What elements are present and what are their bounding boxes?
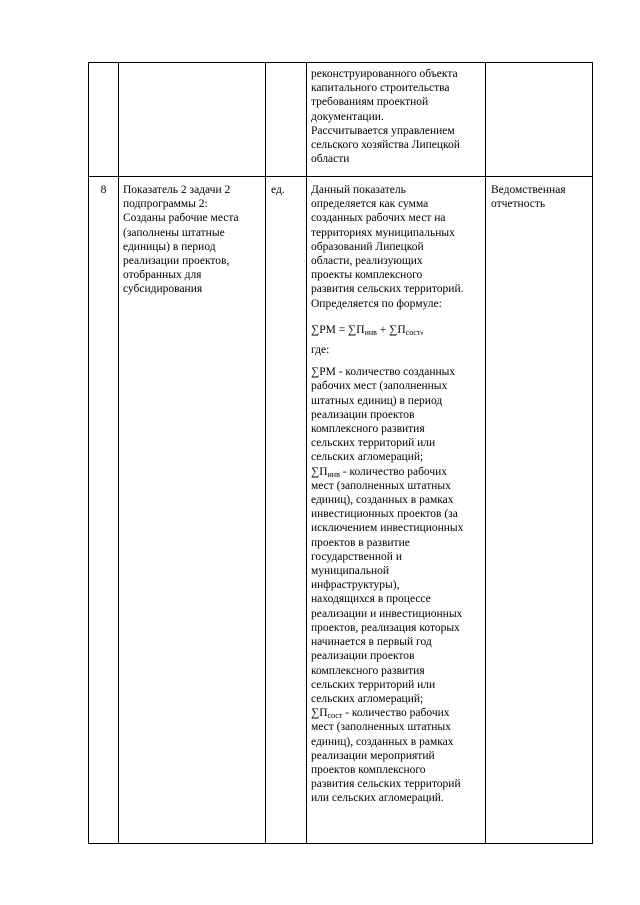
- formula-sub-inv: инв: [364, 327, 377, 337]
- col-border-left: [88, 62, 89, 844]
- formula-sub-sost: сост: [405, 327, 421, 337]
- unit-label: ед.: [271, 184, 285, 196]
- definition-p-inv: [311, 465, 487, 706]
- col-border-2: [265, 62, 266, 844]
- unit-cell: [271, 183, 305, 197]
- table-bottom-border: [88, 843, 593, 844]
- formula-end: ,: [420, 323, 424, 336]
- definition-rm: ∑РМ - количество созданных рабочих мест (заполненных штатных единиц) в период реализации проектов комплексного развития сельских территорий или сельских агломераций;: [311, 366, 456, 464]
- def-p-sost-sub: сост: [327, 711, 343, 721]
- row-number: 8: [100, 184, 107, 196]
- def-p-sost-symbol: ∑П: [311, 707, 328, 720]
- continued-description-text: реконструированного объекта капитального строительства требованиям проектной документации. Рассчитывается управлением сельского хозяйства Липецкой области: [311, 68, 460, 166]
- def-p-inv-text: - количество рабочих мест (заполненных штатных единиц), созданных в рамках инвестиционных проектов (за исключением инвестиционных проектов в развитие государственной и муниципальной инфраструктуры), находящихся в процессе реализации и инвестиционных проектов, реализация которых начинается в первый год реализации проектов комплексного развития сельских территорий или сельских агломераций;: [311, 465, 464, 705]
- formula: [311, 323, 487, 337]
- def-p-inv-symbol: ∑П: [311, 465, 328, 478]
- col-border-right: [592, 62, 593, 844]
- table-top-border: [88, 62, 593, 63]
- source-cell: [491, 183, 591, 211]
- row-number-cell: [89, 183, 118, 197]
- source-text: Ведомственная отчетность: [491, 184, 566, 211]
- indicator-name: Показатель 2 задачи 2 подпрограммы 2: Созданы рабочие места (заполнены штатные единицы) в период реализации проектов, отобранных для субсидирования: [123, 184, 239, 296]
- indicator-name-cell: [123, 183, 265, 297]
- continued-description-cell: [311, 67, 487, 166]
- definition-p-sost: [311, 706, 487, 805]
- row-divider: [88, 176, 593, 177]
- col-border-3: [306, 62, 307, 844]
- where-label: где:: [311, 344, 330, 357]
- formula-mid: + ∑П: [376, 323, 406, 336]
- col-border-1: [118, 62, 119, 844]
- def-p-sost-text: - количество рабочих мест (заполненных штатных единиц), созданных в рамках реализации мероприятий проектов комплексного развития сельских территорий или сельских агломераций.: [311, 707, 461, 805]
- description-intro: Данный показатель определяется как сумма созданных рабочих мест на территориях муниципальных образований Липецкой области, реализующих проекты комплексного развития сельских территорий. Определяется по формуле:: [311, 184, 464, 310]
- def-p-inv-sub: инв: [327, 469, 340, 479]
- formula-lhs: ∑РМ = ∑П: [311, 323, 365, 336]
- description-cell: [311, 183, 487, 806]
